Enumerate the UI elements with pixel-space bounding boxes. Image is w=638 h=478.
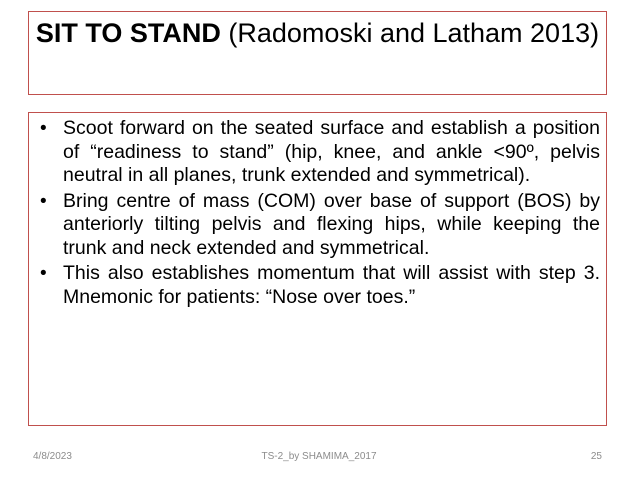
bullet-dot-icon: •	[40, 190, 47, 212]
bullet-list	[35, 117, 600, 309]
footer-page-number: 25	[590, 451, 602, 462]
bullet-text-3: This also establishes momentum that will assist with step 3. Mnemonic for patients: “Nose over toes.”	[63, 262, 600, 308]
bullet-item-2	[35, 190, 600, 261]
bullet-item-1	[35, 117, 600, 188]
bullet-item-3	[35, 262, 600, 309]
bullet-text-1: Scoot forward on the seated surface and establish a position of “readiness to stand” (hip, knee, and ankle <90º, pelvis neutral in all planes, trunk extended and symmetrical).	[63, 117, 600, 186]
title-citation: (Radomoski and Latham 2013)	[220, 18, 600, 48]
title-bold: SIT TO STAND	[35, 18, 221, 48]
slide-title	[28, 11, 607, 95]
bullet-text-2: Bring centre of mass (COM) over base of support (BOS) by anteriorly tilting pelvis and flexing hips, while keeping the trunk and neck extended and symmetrical.	[63, 189, 600, 259]
slide-content	[28, 112, 607, 426]
footer-author: TS-2_by SHAMIMA_2017	[261, 451, 377, 462]
footer-date: 4/8/2023	[33, 451, 72, 462]
bullet-dot-icon: •	[40, 118, 47, 139]
bullet-dot-icon: •	[40, 263, 47, 284]
